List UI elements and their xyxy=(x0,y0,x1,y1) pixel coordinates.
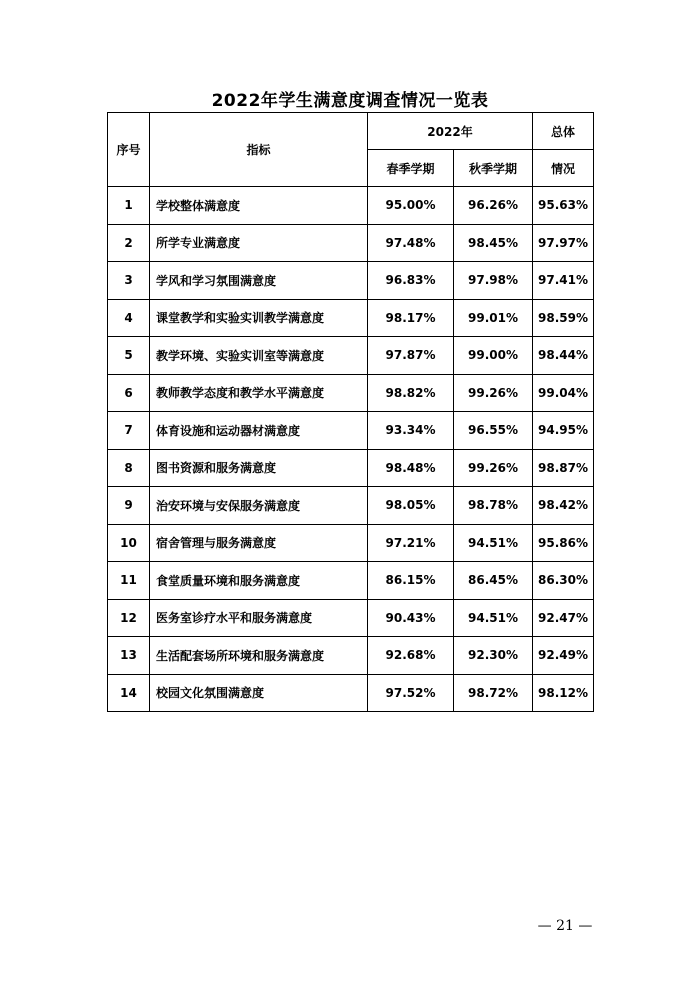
overall-value-cell: 97.97% xyxy=(533,224,594,262)
row-number-cell: 11 xyxy=(108,562,150,600)
table-row xyxy=(108,674,594,712)
indicator-cell: 教师教学态度和教学水平满意度 xyxy=(150,374,368,412)
spring-value-cell: 97.52% xyxy=(368,674,454,712)
overall-value-cell: 92.47% xyxy=(533,599,594,637)
spring-value-cell: 86.15% xyxy=(368,562,454,600)
table-row xyxy=(108,262,594,300)
row-number-cell: 9 xyxy=(108,487,150,525)
header-indicator: 指标 xyxy=(150,113,368,187)
autumn-value-cell: 99.26% xyxy=(454,374,533,412)
table-row xyxy=(108,374,594,412)
table-row xyxy=(108,449,594,487)
indicator-cell: 食堂质量环境和服务满意度 xyxy=(150,562,368,600)
overall-value-cell: 98.59% xyxy=(533,299,594,337)
indicator-cell: 所学专业满意度 xyxy=(150,224,368,262)
row-number-cell: 12 xyxy=(108,599,150,637)
spring-value-cell: 93.34% xyxy=(368,412,454,450)
table-row xyxy=(108,562,594,600)
indicator-cell: 生活配套场所环境和服务满意度 xyxy=(150,637,368,675)
autumn-value-cell: 98.72% xyxy=(454,674,533,712)
spring-value-cell: 98.05% xyxy=(368,487,454,525)
row-number-cell: 10 xyxy=(108,524,150,562)
page-number: — 21 — xyxy=(537,918,593,934)
row-number-cell: 6 xyxy=(108,374,150,412)
overall-value-cell: 94.95% xyxy=(533,412,594,450)
autumn-value-cell: 86.45% xyxy=(454,562,533,600)
indicator-cell: 学校整体满意度 xyxy=(150,187,368,225)
overall-value-cell: 95.86% xyxy=(533,524,594,562)
row-number-cell: 14 xyxy=(108,674,150,712)
autumn-value-cell: 99.26% xyxy=(454,449,533,487)
spring-value-cell: 90.43% xyxy=(368,599,454,637)
indicator-cell: 课堂教学和实验实训教学满意度 xyxy=(150,299,368,337)
overall-value-cell: 86.30% xyxy=(533,562,594,600)
table-row xyxy=(108,637,594,675)
overall-value-cell: 98.44% xyxy=(533,337,594,375)
autumn-value-cell: 94.51% xyxy=(454,599,533,637)
overall-value-cell: 95.63% xyxy=(533,187,594,225)
spring-value-cell: 97.48% xyxy=(368,224,454,262)
table-row xyxy=(108,224,594,262)
row-number-cell: 13 xyxy=(108,637,150,675)
indicator-cell: 宿舍管理与服务满意度 xyxy=(150,524,368,562)
spring-value-cell: 98.82% xyxy=(368,374,454,412)
header-year: 2022年 xyxy=(368,113,533,150)
table-row xyxy=(108,337,594,375)
spring-value-cell: 96.83% xyxy=(368,262,454,300)
table-row xyxy=(108,487,594,525)
overall-value-cell: 92.49% xyxy=(533,637,594,675)
satisfaction-table xyxy=(107,112,594,712)
spring-value-cell: 97.21% xyxy=(368,524,454,562)
autumn-value-cell: 98.78% xyxy=(454,487,533,525)
row-number-cell: 4 xyxy=(108,299,150,337)
indicator-cell: 图书资源和服务满意度 xyxy=(150,449,368,487)
indicator-cell: 医务室诊疗水平和服务满意度 xyxy=(150,599,368,637)
row-number-cell: 5 xyxy=(108,337,150,375)
table-body xyxy=(108,187,594,712)
indicator-cell: 校园文化氛围满意度 xyxy=(150,674,368,712)
spring-value-cell: 98.48% xyxy=(368,449,454,487)
autumn-value-cell: 94.51% xyxy=(454,524,533,562)
table-row xyxy=(108,412,594,450)
row-number-cell: 2 xyxy=(108,224,150,262)
autumn-value-cell: 99.01% xyxy=(454,299,533,337)
overall-value-cell: 99.04% xyxy=(533,374,594,412)
autumn-value-cell: 96.26% xyxy=(454,187,533,225)
overall-value-cell: 98.87% xyxy=(533,449,594,487)
indicator-cell: 治安环境与安保服务满意度 xyxy=(150,487,368,525)
spring-value-cell: 97.87% xyxy=(368,337,454,375)
spring-value-cell: 98.17% xyxy=(368,299,454,337)
indicator-cell: 教学环境、实验实训室等满意度 xyxy=(150,337,368,375)
row-number-cell: 1 xyxy=(108,187,150,225)
table-row xyxy=(108,524,594,562)
header-overall-line1: 总体 xyxy=(533,113,594,150)
header-overall-line2: 情况 xyxy=(533,150,594,187)
autumn-value-cell: 98.45% xyxy=(454,224,533,262)
autumn-value-cell: 97.98% xyxy=(454,262,533,300)
header-autumn: 秋季学期 xyxy=(454,150,533,187)
spring-value-cell: 95.00% xyxy=(368,187,454,225)
autumn-value-cell: 99.00% xyxy=(454,337,533,375)
autumn-value-cell: 92.30% xyxy=(454,637,533,675)
indicator-cell: 学风和学习氛围满意度 xyxy=(150,262,368,300)
table-row xyxy=(108,187,594,225)
table-title: 2022年学生满意度调查情况一览表 xyxy=(211,91,489,111)
row-number-cell: 3 xyxy=(108,262,150,300)
overall-value-cell: 98.12% xyxy=(533,674,594,712)
indicator-cell: 体育设施和运动器材满意度 xyxy=(150,412,368,450)
header-no: 序号 xyxy=(108,113,150,187)
table-row xyxy=(108,299,594,337)
overall-value-cell: 97.41% xyxy=(533,262,594,300)
row-number-cell: 7 xyxy=(108,412,150,450)
spring-value-cell: 92.68% xyxy=(368,637,454,675)
row-number-cell: 8 xyxy=(108,449,150,487)
table-row xyxy=(108,599,594,637)
overall-value-cell: 98.42% xyxy=(533,487,594,525)
header-spring: 春季学期 xyxy=(368,150,454,187)
autumn-value-cell: 96.55% xyxy=(454,412,533,450)
